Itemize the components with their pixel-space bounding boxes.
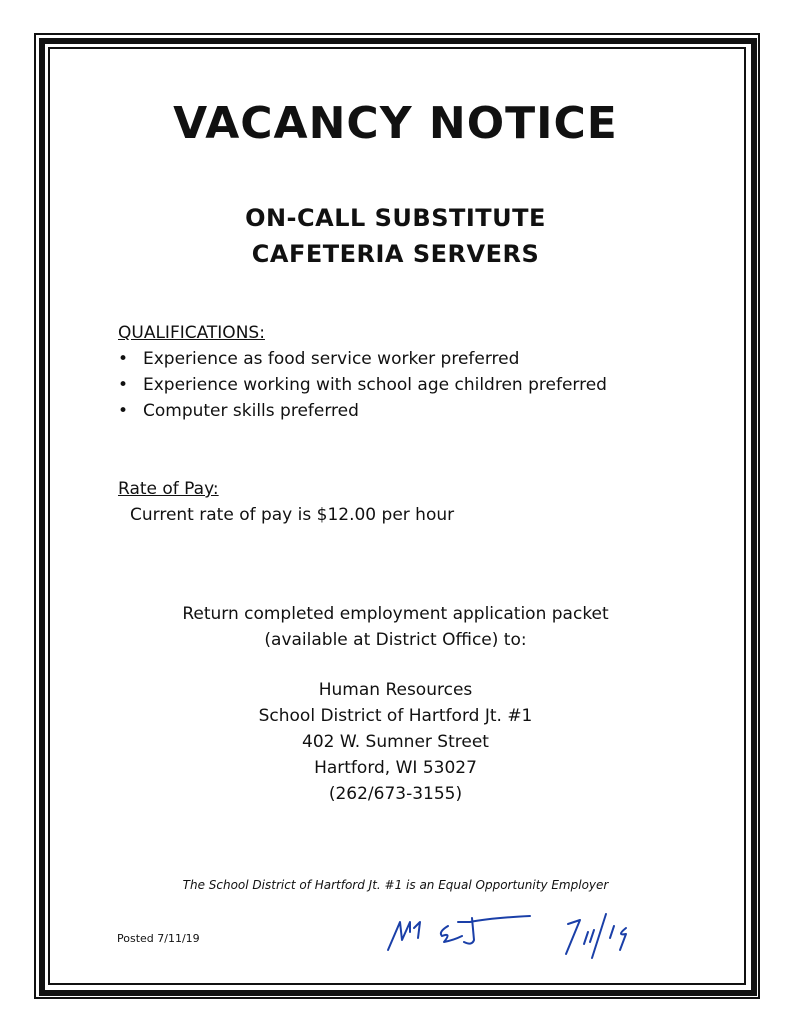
address-line: Human Resources [318,680,473,700]
signature-date-stroke [566,914,626,958]
return-line-2: (available at District Office) to: [264,630,527,650]
qualifications-heading: QUALIFICATIONS: [118,323,265,343]
address-line: Hartford, WI 53027 [314,758,477,778]
pay-heading: Rate of Pay: [118,479,219,499]
position-title [0,200,791,272]
position-title-line-1: ON-CALL SUBSTITUTE [245,204,546,232]
qualifications-section [118,320,607,424]
qualifications-list [118,346,607,424]
eoe-statement: The School District of Hartford Jt. #1 is an Equal Opportunity Employer [182,878,609,892]
return-line-1: Return completed employment application packet [182,604,609,624]
address-line: 402 W. Sumner Street [302,732,489,752]
signature-name-stroke [441,916,530,944]
address-block [0,677,791,807]
qualification-item: • Experience working with school age children preferred [118,372,607,398]
pay-section [118,476,454,528]
address-line: School District of Hartford Jt. #1 [258,706,533,726]
address-line: (262/673-3155) [328,784,463,804]
qualification-item: • Computer skills preferred [118,398,607,424]
return-instructions [0,601,791,653]
posted-date: Posted 7/11/19 [117,932,200,945]
position-title-line-2: CAFETERIA SERVERS [251,240,540,268]
qualification-item: • Experience as food service worker preferred [118,346,607,372]
signature-initials-stroke [388,922,420,950]
handwritten-signature [380,910,670,960]
page-title: VACANCY NOTICE [173,98,618,149]
pay-rate-text: Current rate of pay is $12.00 per hour [130,505,455,525]
